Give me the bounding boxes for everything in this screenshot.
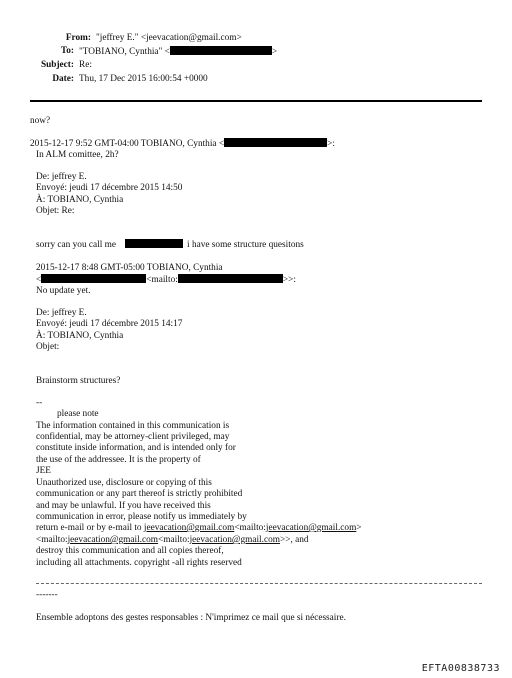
redaction-box	[41, 274, 146, 283]
quote2-objet: Objet:	[36, 342, 60, 352]
redaction-box	[224, 138, 327, 147]
body-now: now?	[30, 116, 51, 126]
disclaimer-line: and may be unlawful. If you have received this	[36, 501, 211, 511]
disclaimer-line: JEE	[36, 466, 51, 476]
quote2-envoye: Envoyé: jeudi 17 décembre 2015 14:17	[36, 319, 183, 329]
disclaimer-text: >>, and	[279, 535, 309, 545]
disclaimer-line: communication or any part thereof is strictly prohibited	[36, 489, 243, 499]
to-value	[79, 46, 277, 58]
quote2-a: À: TOBIANO, Cynthia	[36, 331, 124, 341]
to-label: To:	[60, 46, 74, 56]
quote2-lt: <	[36, 275, 42, 285]
quote1-header	[30, 138, 335, 150]
disclaimer-text: <mailto:	[157, 535, 190, 545]
signature-dashes: --	[36, 398, 43, 408]
disclaimer-line: Unauthorized use, disclosure or copying of this	[36, 478, 212, 488]
email-link[interactable]: jeevacation@gmail.com	[143, 523, 235, 533]
email-link[interactable]: jeevacation@gmail.com	[265, 523, 357, 533]
redaction-box	[178, 274, 283, 283]
brainstorm-line: Brainstorm structures?	[36, 376, 121, 386]
disclaimer-text: return e-mail or by e-mail to	[36, 523, 144, 533]
quote1-header-end: >:	[327, 139, 335, 149]
to-value-suffix: >	[271, 47, 278, 57]
redaction-box	[125, 239, 183, 248]
disclaimer-text: >	[356, 523, 362, 533]
quote1-objet: Objet: Re:	[36, 206, 75, 216]
email-link[interactable]: jeevacation@gmail.com	[67, 535, 158, 545]
disclaimer-line	[36, 523, 362, 534]
disclaimer-line	[36, 535, 309, 546]
quote1-text: In ALM comittee, 2h?	[36, 150, 119, 160]
to-value-prefix: "TOBIANO, Cynthia" <	[79, 47, 170, 57]
disclaimer-line: confidential, may be attorney-client privileged, may	[36, 432, 230, 442]
dashed-divider	[36, 583, 482, 584]
quote1-a: À: TOBIANO, Cynthia	[36, 195, 124, 205]
quote2-end: >>:	[282, 275, 296, 285]
from-label: From:	[65, 33, 91, 43]
quote1-header-text: 2015-12-17 9:52 GMT-04:00 TOBIANO, Cynthia <	[30, 139, 225, 149]
please-note: please note	[57, 409, 99, 419]
document-id: EFTA00838733	[421, 663, 500, 674]
quote2-text: No update yet.	[36, 286, 91, 296]
disclaimer-text: <mailto:	[234, 523, 266, 533]
redaction-box	[170, 46, 272, 55]
subject-label: Subject:	[40, 60, 74, 70]
quote1-envoye: Envoyé: jeudi 17 décembre 2015 14:50	[36, 183, 183, 193]
quote2-email-line	[36, 274, 296, 286]
quote2-header: 2015-12-17 8:48 GMT-05:00 TOBIANO, Cynthia	[36, 263, 223, 273]
from-value: "jeffrey E." <jeevacation@gmail.com>	[96, 33, 242, 43]
short-dashes: -------	[36, 590, 58, 600]
disclaimer-line: including all attachments. copyright -all rights reserved	[36, 558, 242, 568]
quote2-de: De: jeffrey E.	[36, 308, 87, 318]
disclaimer-line: constitute inside information, and is intended only for	[36, 443, 236, 453]
email-link[interactable]: jeevacation@gmail.com	[189, 535, 280, 545]
disclaimer-line: communication in error, please notify us immediately by	[36, 512, 247, 522]
sorry-line	[36, 239, 304, 251]
quote2-mailto: <mailto:	[146, 275, 178, 285]
ensemble-line: Ensemble adoptons des gestes responsables : N'imprimez ce mail que si nécessaire.	[36, 613, 346, 623]
quote1-de: De: jeffrey E.	[36, 172, 87, 182]
disclaimer-text: <mailto:	[36, 535, 68, 545]
disclaimer-line: the use of the addressee. It is the property of	[36, 455, 201, 465]
date-label: Date:	[52, 74, 74, 84]
disclaimer-line: destroy this communication and all copies thereof,	[36, 546, 224, 556]
sorry-text-a: sorry can you call me	[36, 240, 117, 250]
subject-value: Re:	[79, 60, 92, 70]
header-divider	[30, 100, 482, 102]
disclaimer-line: The information contained in this communication is	[36, 421, 230, 431]
sorry-text-b: i have some structure quesitons	[187, 240, 304, 250]
date-value: Thu, 17 Dec 2015 16:00:54 +0000	[79, 74, 208, 84]
